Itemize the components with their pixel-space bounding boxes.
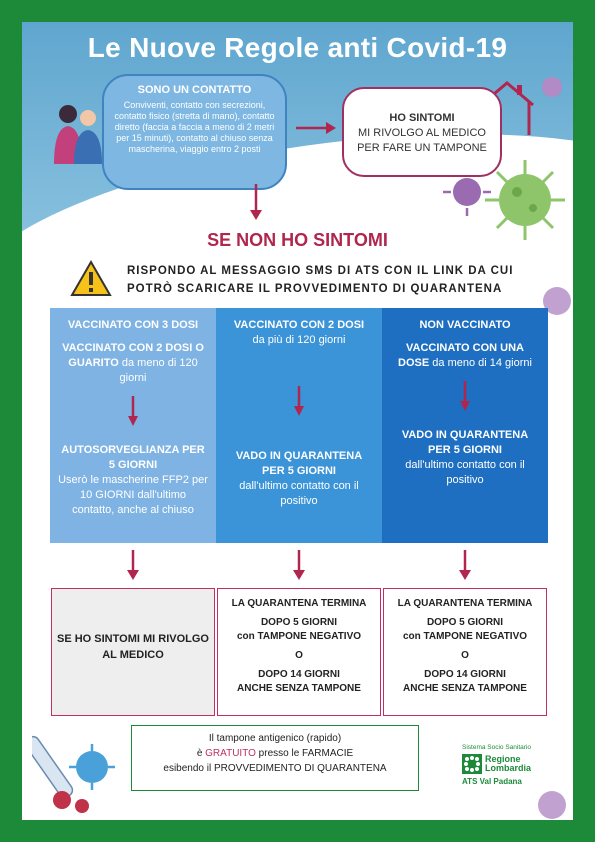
poster xyxy=(22,22,573,820)
column-2-dosi xyxy=(216,308,382,543)
logo-ats: ATS Val Padana xyxy=(462,777,522,786)
logo-system: Sistema Socio Sanitario xyxy=(462,744,532,751)
tampone-line2-post: presso le FARMACIE xyxy=(255,748,354,759)
arrow-down-1-icon xyxy=(126,550,140,580)
col3-arrow-icon xyxy=(459,381,471,411)
subtitle: SE NON HO SINTOMI xyxy=(207,230,388,250)
virus-small-icon xyxy=(532,67,572,107)
sintomi-bubble xyxy=(342,87,502,177)
q2-or: O xyxy=(461,650,469,661)
q1-line4: DOPO 14 GIORNI xyxy=(258,669,340,680)
sintomi-line1: MI RIVOLGO AL MEDICO xyxy=(358,127,486,139)
logo-region1: Regione xyxy=(485,754,521,764)
col1-p2-bold: VACCINATO CON 2 DOSI O GUARITO xyxy=(62,342,204,369)
q1-line1: LA QUARANTENA TERMINA xyxy=(231,598,367,609)
arrow-down-icon xyxy=(248,184,264,220)
col3-p1: NON VACCINATO xyxy=(419,319,511,331)
rosa-camuna-icon xyxy=(462,754,482,774)
arrow-down-2-icon xyxy=(292,550,306,580)
col3-r1: VADO IN QUARANTENA PER 5 GIORNI xyxy=(401,429,529,456)
arrow-down-3-icon xyxy=(458,550,472,580)
regione-lombardia-logo xyxy=(462,744,572,786)
gratuito-label: GRATUITO xyxy=(205,748,256,759)
outcome-quarantena-1 xyxy=(217,588,381,716)
tampone-info xyxy=(131,725,419,791)
test-tube-icon xyxy=(32,722,127,817)
column-non-vaccinato xyxy=(382,308,548,543)
outcome-sintomi: SE HO SINTOMI MI RIVOLGO AL MEDICO xyxy=(51,588,215,716)
arrow-right-icon xyxy=(296,120,336,136)
outcome-quarantena-2 xyxy=(383,588,547,716)
q2-line5: ANCHE SENZA TAMPONE xyxy=(403,683,527,694)
col3-p2-rest: da meno di 14 giorni xyxy=(429,357,532,369)
logo-region2: Lombardia xyxy=(485,763,532,773)
col1-r2: Userò le mascherine FFP2 per 10 GIORNI dall'ultimo contatto, anche al chiuso xyxy=(58,474,208,516)
page-title: Le Nuove Regole anti Covid-19 xyxy=(87,32,508,63)
tampone-line1: Il tampone antigenico (rapido) xyxy=(208,733,342,744)
q2-line1: LA QUARANTENA TERMINA xyxy=(397,598,533,609)
col1-r1: AUTOSORVEGLIANZA PER 5 GIORNI xyxy=(61,444,205,471)
column-3-dosi xyxy=(50,308,216,543)
col2-r1: VADO IN QUARANTENA PER 5 GIORNI xyxy=(235,450,363,477)
col1-p2-rest: da meno di 120 giorni xyxy=(118,357,198,384)
sintomi-heading: HO SINTOMI xyxy=(389,112,455,124)
col2-arrow-icon xyxy=(293,386,305,416)
col2-r2: dall'ultimo contatto con il positivo xyxy=(239,480,359,507)
contatto-heading: SONO UN CONTATTO xyxy=(137,84,252,96)
sintomi-line2: PER FARE UN TAMPONE xyxy=(357,142,487,154)
col3-r2: dall'ultimo contatto con il positivo xyxy=(405,459,525,486)
col2-p1-rest: da più di 120 giorni xyxy=(252,334,346,346)
col1-p1: VACCINATO CON 3 DOSI xyxy=(67,319,199,331)
q1-line3: con TAMPONE NEGATIVO xyxy=(236,631,362,642)
contatto-text: Conviventi, contatto con secrezioni, contatto fisico (stretta di mano), contatto diretto (faccia a faccia a meno di 2 metri per 15 minuti), contatto al chiuso senza mascherina, viaggio entro 2 posti xyxy=(114,100,275,154)
people-icon xyxy=(50,94,106,164)
q1-or: O xyxy=(295,650,303,661)
q1-line2: DOPO 5 GIORNI xyxy=(260,617,338,628)
warning-icon xyxy=(70,260,112,298)
q2-line2: DOPO 5 GIORNI xyxy=(426,617,504,628)
tampone-line3: esibendo il PROVVEDIMENTO DI QUARANTENA xyxy=(163,763,387,774)
col2-p1-bold: VACCINATO CON 2 DOSI xyxy=(233,319,365,331)
tampone-line2-pre: è xyxy=(196,748,206,759)
q2-line3: con TAMPONE NEGATIVO xyxy=(402,631,528,642)
q1-line5: ANCHE SENZA TAMPONE xyxy=(237,683,361,694)
contatto-bubble xyxy=(102,74,287,190)
sms-message: RISPONDO AL MESSAGGIO SMS DI ATS CON IL LINK DA CUI POTRÒ SCARICARE IL PROVVEDIMENTO DI QUARANTENA xyxy=(127,265,514,295)
col1-arrow-icon xyxy=(127,396,139,426)
q2-line4: DOPO 14 GIORNI xyxy=(424,669,506,680)
col3-p2-bold: VACCINATO CON UNA DOSE xyxy=(398,342,524,369)
